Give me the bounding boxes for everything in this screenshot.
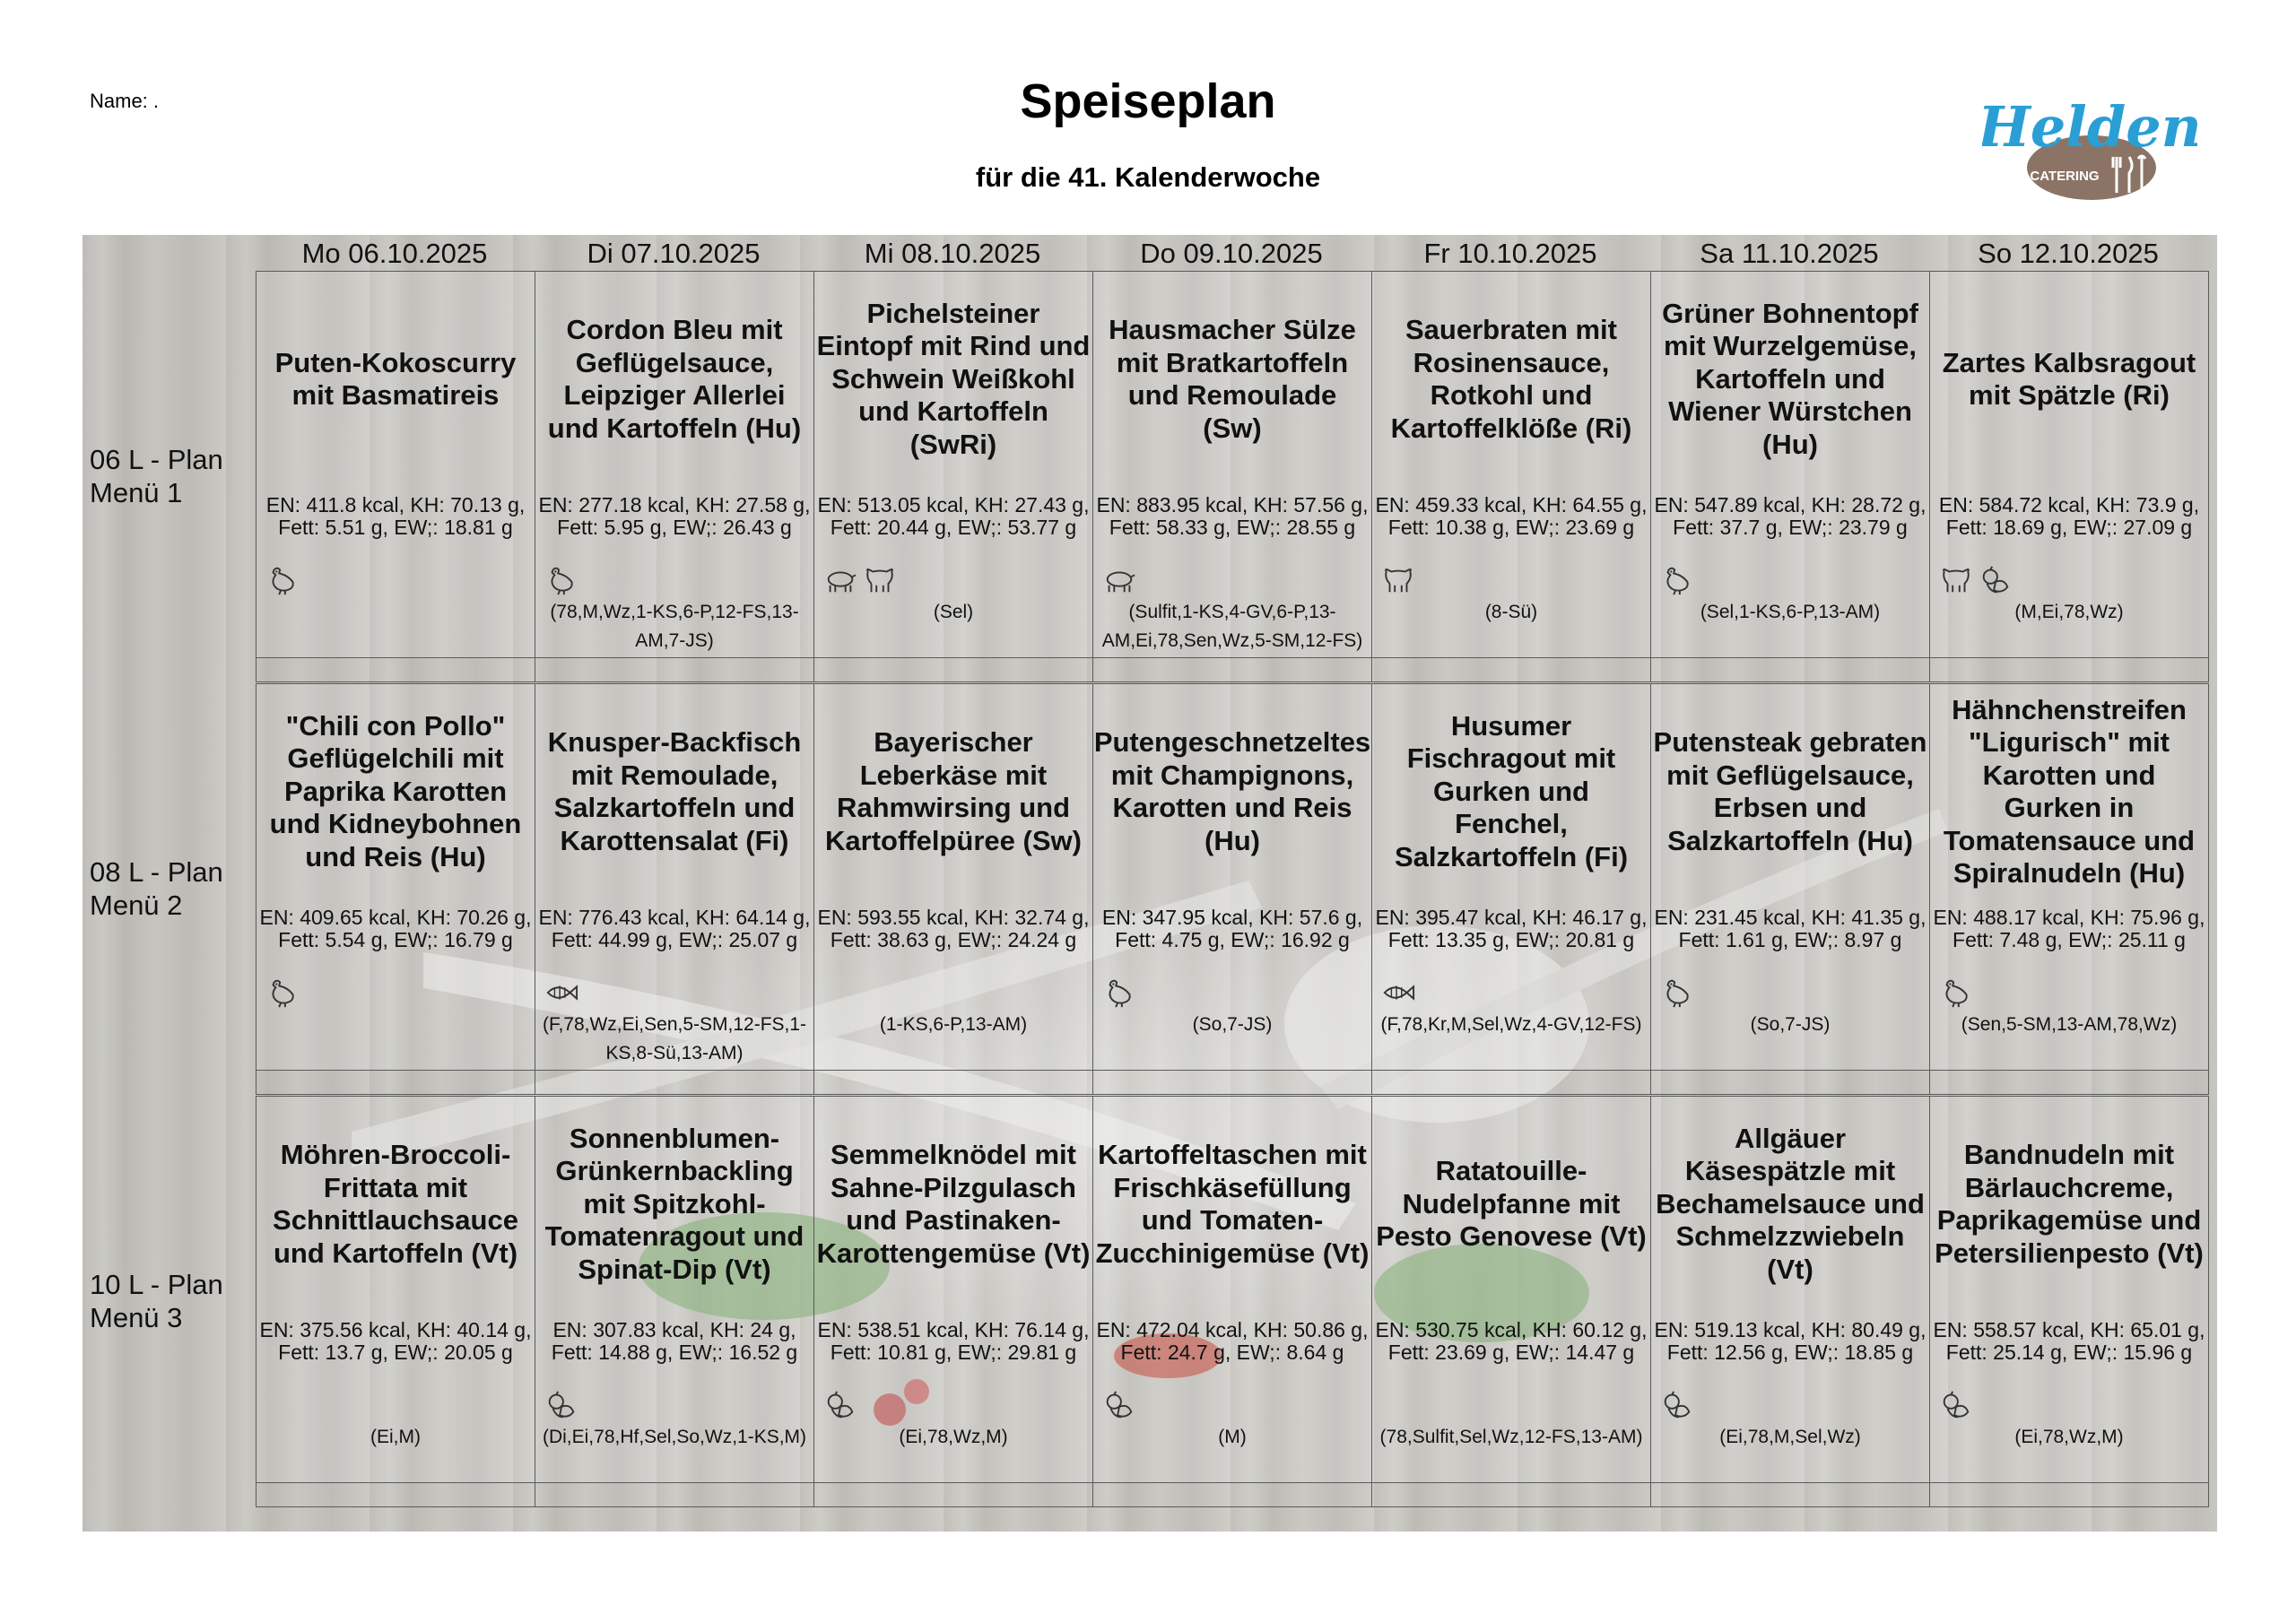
food-icons [1102, 564, 1136, 600]
row-label-plan: 06 L - Plan [90, 444, 223, 475]
nutrition-info: EN: 395.47 kcal, KH: 46.17 g, Fett: 13.35 g, EW;: 20.81 g [1375, 906, 1648, 951]
fish-icon [1381, 976, 1415, 1012]
allergen-codes: (Ei,M) [370, 1427, 421, 1447]
food-icons [265, 976, 300, 1012]
food-icons [544, 564, 578, 600]
dish-name: Hausmacher Sülze mit Bratkartoffeln und Remoulade (Sw) [1109, 314, 1356, 444]
food-icons [1660, 1389, 1694, 1425]
food-icons [823, 1389, 857, 1425]
row-separator [1929, 1070, 2209, 1095]
row-separator [1092, 1482, 1372, 1507]
day-header-fr: Fr 10.10.2025 [1423, 238, 1597, 269]
nutrition-info: EN: 519.13 kcal, KH: 80.49 g, Fett: 12.56 g, EW;: 18.85 g [1654, 1318, 1926, 1364]
dish-name: Knusper-Backfisch mit Remoulade, Salzkartoffeln und Karottensalat (Fi) [547, 726, 802, 856]
row-label-plan: 10 L - Plan [90, 1269, 223, 1300]
menu-cell-3-mi [813, 1096, 1093, 1483]
food-icons [1381, 976, 1415, 1012]
menu-cell-2-di [535, 683, 814, 1071]
nutrition-info: EN: 411.8 kcal, KH: 70.13 g, Fett: 5.51 g, EW;: 18.81 g [265, 493, 526, 539]
vegetable-icon [823, 1389, 857, 1425]
nutrition-info: EN: 488.17 kcal, KH: 75.96 g, Fett: 7.48 g, EW;: 25.11 g [1933, 906, 2205, 951]
food-icons [1939, 976, 1973, 1012]
nutrition-info: EN: 513.05 kcal, KH: 27.43 g, Fett: 20.44 g, EW;: 53.77 g [817, 493, 1090, 539]
allergen-codes: (Sel) [933, 602, 974, 622]
dish-name: Semmelknödel mit Sahne-Pilzgulasch und Pastinaken-Karottengemüse (Vt) [816, 1139, 1091, 1269]
row-separator [1650, 1482, 1930, 1507]
nutrition-info: EN: 472.04 kcal, KH: 50.86 g, Fett: 24.7 g, EW;: 8.64 g [1096, 1318, 1369, 1364]
row-separator [535, 1482, 814, 1507]
page-title: Speiseplan [1020, 74, 1276, 128]
row-separator [256, 1070, 535, 1095]
menu-plan [83, 235, 2217, 1532]
dish-name: Putengeschnetzeltes mit Champignons, Karotten und Reis (Hu) [1093, 726, 1371, 856]
menu-cell-3-mo [256, 1096, 535, 1483]
nutrition-info: EN: 883.95 kcal, KH: 57.56 g, Fett: 58.33 g, EW;: 28.55 g [1096, 493, 1369, 539]
nutrition-info: EN: 538.51 kcal, KH: 76.14 g, Fett: 10.81 g, EW;: 29.81 g [817, 1318, 1090, 1364]
allergen-codes: (8-Sü) [1484, 602, 1538, 622]
dish-name: Bandnudeln mit Bärlauchcreme, Paprikagemüse und Petersilienpesto (Vt) [1935, 1139, 2204, 1269]
pig-icon [1102, 564, 1136, 600]
row-separator [1650, 657, 1930, 682]
menu-cell-3-di [535, 1096, 814, 1483]
dish-name: Zartes Kalbsragout mit Spätzle (Ri) [1942, 346, 2196, 411]
row-label-menu: Menü 3 [90, 1302, 183, 1333]
row-separator [813, 657, 1093, 682]
chicken-icon [265, 564, 300, 600]
allergen-codes: (So,7-JS) [1192, 1014, 1273, 1035]
row-separator [1650, 1070, 1930, 1095]
cow-icon [863, 564, 897, 600]
chicken-icon [544, 564, 578, 600]
allergen-codes: (Di,Ei,78,Hf,Sel,So,Wz,1-KS,M) [542, 1427, 807, 1447]
nutrition-info: EN: 231.45 kcal, KH: 41.35 g, Fett: 1.61 g, EW;: 8.97 g [1654, 906, 1926, 951]
food-icons [1381, 564, 1415, 600]
allergen-codes: (78,M,Wz,1-KS,6-P,12-FS,13-AM,7-JS) [550, 602, 799, 651]
row-separator [1929, 1482, 2209, 1507]
allergen-codes: (F,78,Kr,M,Sel,Wz,4-GV,12-FS) [1380, 1014, 1642, 1035]
nutrition-info: EN: 307.83 kcal, KH: 24 g, Fett: 14.88 g, EW;: 16.52 g [551, 1318, 798, 1364]
nutrition-info: EN: 347.95 kcal, KH: 57.6 g, Fett: 4.75 g, EW;: 16.92 g [1101, 906, 1363, 951]
menu-cell-1-sa [1650, 271, 1930, 658]
day-header-mi: Mi 08.10.2025 [864, 238, 1041, 269]
row-label-menu: Menü 2 [90, 890, 183, 921]
allergen-codes: (Sel,1-KS,6-P,13-AM) [1700, 602, 1881, 622]
dish-name: Grüner Bohnentopf mit Wurzelgemüse, Kartoffeln und Wiener Würstchen (Hu) [1662, 297, 1918, 460]
allergen-codes: (Sulfit,1-KS,4-GV,6-P,13-AM,Ei,78,Sen,Wz,5-SM,12-FS) [1101, 602, 1363, 651]
food-icons [823, 564, 897, 600]
dish-name: Putensteak gebraten mit Geflügelsauce, Erbsen und Salzkartoffeln (Hu) [1653, 726, 1927, 856]
menu-cell-2-mo [256, 683, 535, 1071]
name-label: Name: . [90, 90, 160, 112]
allergen-codes: (M,Ei,78,Wz) [2014, 602, 2124, 622]
day-header-so: So 12.10.2025 [1978, 238, 2159, 269]
menu-cell-1-do [1092, 271, 1372, 658]
helden-catering-logo [1982, 85, 2197, 211]
menu-cell-3-fr [1371, 1096, 1651, 1483]
dish-name: Hähnchenstreifen "Ligurisch" mit Karotten und Gurken in Tomatensauce und Spiralnudeln (Hu) [1943, 693, 2196, 889]
cow-icon [1939, 564, 1973, 600]
row-label-menu-1 [90, 443, 223, 509]
dish-name: Möhren-Broccoli-Frittata mit Schnittlauchsauce und Kartoffeln (Vt) [273, 1139, 518, 1269]
row-separator [1092, 1070, 1372, 1095]
food-icons [1660, 564, 1694, 600]
vegetable-icon [544, 1389, 578, 1425]
menu-cell-1-mi [813, 271, 1093, 658]
food-icons [1102, 976, 1136, 1012]
chicken-icon [1102, 976, 1136, 1012]
row-separator [256, 1482, 535, 1507]
allergen-codes: (Sen,5-SM,13-AM,78,Wz) [1961, 1014, 2178, 1035]
cow-icon [1381, 564, 1415, 600]
logo-script-text: Helden [1982, 94, 2197, 160]
menu-cell-3-do [1092, 1096, 1372, 1483]
row-separator [1371, 1482, 1651, 1507]
nutrition-info: EN: 375.56 kcal, KH: 40.14 g, Fett: 13.7 g, EW;: 20.05 g [259, 1318, 532, 1364]
row-separator [535, 657, 814, 682]
logo-sub-text: CATERING [2030, 169, 2100, 184]
nutrition-info: EN: 776.43 kcal, KH: 64.14 g, Fett: 44.99 g, EW;: 25.07 g [538, 906, 811, 951]
food-icons [544, 976, 578, 1012]
fish-icon [544, 976, 578, 1012]
chicken-icon [1660, 976, 1694, 1012]
menu-cell-1-fr [1371, 271, 1651, 658]
dish-name: Sauerbraten mit Rosinensauce, Rotkohl und Kartoffelklöße (Ri) [1390, 314, 1632, 444]
vegetable-icon [1660, 1389, 1694, 1425]
menu-cell-2-do [1092, 683, 1372, 1071]
menu-cell-1-mo [256, 271, 535, 658]
nutrition-info: EN: 409.65 kcal, KH: 70.26 g, Fett: 5.54 g, EW;: 16.79 g [259, 906, 532, 951]
nutrition-info: EN: 547.89 kcal, KH: 28.72 g, Fett: 37.7 g, EW;: 23.79 g [1654, 493, 1926, 539]
allergen-codes: (So,7-JS) [1750, 1014, 1831, 1035]
dish-name: Cordon Bleu mit Geflügelsauce, Leipziger Allerlei und Kartoffeln (Hu) [547, 314, 802, 444]
food-icons [265, 564, 300, 600]
nutrition-info: EN: 530.75 kcal, KH: 60.12 g, Fett: 23.69 g, EW;: 14.47 g [1375, 1318, 1648, 1364]
row-label-menu-3 [90, 1268, 223, 1334]
dish-name: Sonnenblumen-Grünkernbackling mit Spitzkohl-Tomatenragout und Spinat-Dip (Vt) [544, 1122, 804, 1285]
allergen-codes: (M) [1218, 1427, 1247, 1447]
food-icons [1660, 976, 1694, 1012]
nutrition-info: EN: 593.55 kcal, KH: 32.74 g, Fett: 38.63 g, EW;: 24.24 g [817, 906, 1090, 951]
allergen-codes: (Ei,78,Wz,M) [899, 1427, 1008, 1447]
dish-name: Puten-Kokoscurry mit Basmatireis [274, 346, 517, 411]
vegetable-icon [1102, 1389, 1136, 1425]
menu-grid [256, 271, 2211, 1528]
menu-cell-1-so [1929, 271, 2209, 658]
food-icons [544, 1389, 578, 1425]
row-separator [1371, 657, 1651, 682]
row-separator [256, 657, 535, 682]
chicken-icon [1660, 564, 1694, 600]
food-icons [1102, 1389, 1136, 1425]
day-header-di: Di 07.10.2025 [587, 238, 761, 269]
dish-name: Kartoffeltaschen mit Frischkäsefüllung und Tomaten-Zucchinigemüse (Vt) [1095, 1139, 1370, 1269]
nutrition-info: EN: 459.33 kcal, KH: 64.55 g, Fett: 10.38 g, EW;: 23.69 g [1375, 493, 1648, 539]
days-header [256, 235, 2211, 273]
nutrition-info: EN: 277.18 kcal, KH: 27.58 g, Fett: 5.95 g, EW;: 26.43 g [538, 493, 811, 539]
dish-name: Bayerischer Leberkäse mit Rahmwirsing und Kartoffelpüree (Sw) [825, 726, 1082, 856]
menu-cell-2-fr [1371, 683, 1651, 1071]
menu-cell-2-so [1929, 683, 2209, 1071]
dish-name: "Chili con Pollo" Geflügelchili mit Paprika Karotten und Kidneybohnen und Reis (Hu) [269, 709, 522, 872]
row-separator [813, 1070, 1093, 1095]
row-separator [813, 1482, 1093, 1507]
row-label-menu-2 [90, 855, 223, 922]
dish-name: Husumer Fischragout mit Gurken und Fenchel, Salzkartoffeln (Fi) [1394, 709, 1629, 872]
nutrition-info: EN: 558.57 kcal, KH: 65.01 g, Fett: 25.14 g, EW;: 15.96 g [1933, 1318, 2205, 1364]
chicken-icon [265, 976, 300, 1012]
dish-name: Ratatouille-Nudelpfanne mit Pesto Genovese (Vt) [1376, 1155, 1647, 1253]
row-separator [1092, 657, 1372, 682]
day-header-do: Do 09.10.2025 [1140, 238, 1323, 269]
allergen-codes: (78,Sulfit,Sel,Wz,12-FS,13-AM) [1379, 1427, 1643, 1447]
menu-cell-2-mi [813, 683, 1093, 1071]
dish-name: Allgäuer Käsespätzle mit Bechamelsauce und Schmelzzwiebeln (Vt) [1656, 1122, 1925, 1285]
nutrition-info: EN: 584.72 kcal, KH: 73.9 g, Fett: 18.69 g, EW;: 27.09 g [1938, 493, 2200, 539]
row-separator [1929, 657, 2209, 682]
menu-cell-2-sa [1650, 683, 1930, 1071]
pig-icon [823, 564, 857, 600]
allergen-codes: (F,78,Wz,Ei,Sen,5-SM,12-FS,1-KS,8-Sü,13-AM) [542, 1014, 807, 1063]
page-subtitle: für die 41. Kalenderwoche [975, 161, 1321, 193]
vegetable-icon [1979, 564, 2013, 600]
food-icons [1939, 564, 2013, 600]
menu-cell-3-sa [1650, 1096, 1930, 1483]
day-header-mo: Mo 06.10.2025 [301, 238, 488, 269]
row-separator [1371, 1070, 1651, 1095]
allergen-codes: (1-KS,6-P,13-AM) [879, 1014, 1028, 1035]
row-separator [535, 1070, 814, 1095]
dish-name: Pichelsteiner Eintopf mit Rind und Schwein Weißkohl und Kartoffeln (SwRi) [816, 297, 1091, 460]
menu-cell-1-di [535, 271, 814, 658]
row-label-menu: Menü 1 [90, 477, 183, 508]
allergen-codes: (Ei,78,Wz,M) [2014, 1427, 2124, 1447]
menu-cell-3-so [1929, 1096, 2209, 1483]
food-icons [1939, 1389, 1973, 1425]
day-header-sa: Sa 11.10.2025 [1700, 238, 1879, 269]
row-label-plan: 08 L - Plan [90, 856, 223, 888]
chicken-icon [1939, 976, 1973, 1012]
allergen-codes: (Ei,78,M,Sel,Wz) [1719, 1427, 1861, 1447]
vegetable-icon [1939, 1389, 1973, 1425]
